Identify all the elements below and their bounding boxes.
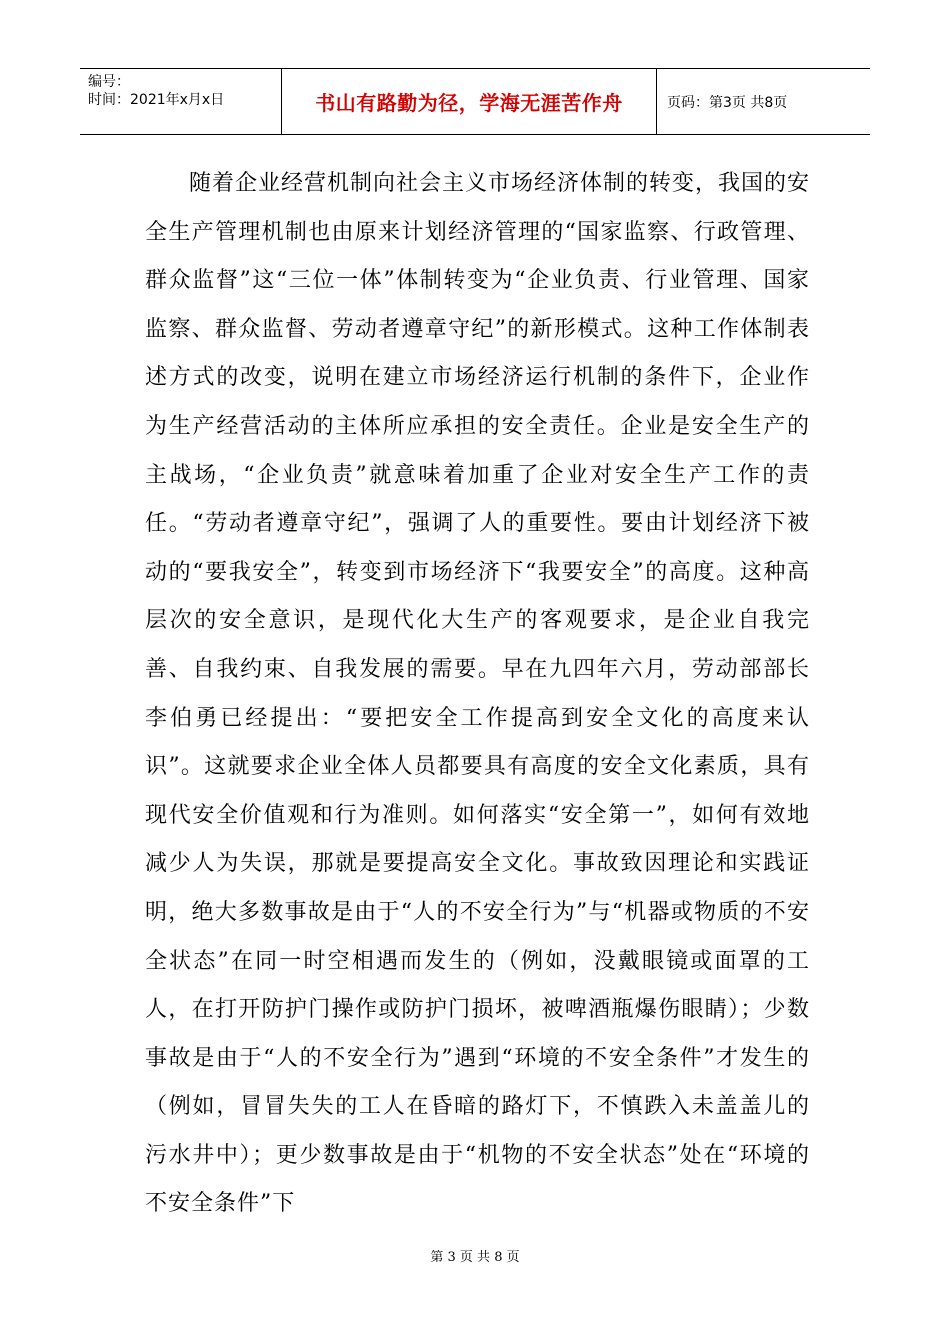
header-meta bbox=[80, 69, 282, 134]
header-page-number: 页码：第3页 共8页 bbox=[667, 94, 788, 111]
document-body bbox=[145, 160, 810, 1229]
document-number-label: 编号： bbox=[88, 74, 130, 90]
header-motto: 书山有路勤为径，学海无涯苦作舟 bbox=[315, 91, 623, 115]
body-paragraph: 随着企业经营机制向社会主义市场经济体制的转变，我国的安全生产管理机制也由原来计划经济管理的“国家监察、行政管理、群众监督”这“三位一体”体制转变为“企业负责、行业管理、国家监察、群众监督、劳动者遵章守纪”的新形模式。这种工作体制表述方式的改变，说明在建立市场经济运行机制的条件下，企业作为生产经营活动的主体所应承担的安全责任。企业是安全生产的主战场，“企业负责”就意味着加重了企业对安全生产工作的责任。“劳动者遵章守纪”，强调了人的重要性。要由计划经济下被动的“要我安全”，转变到市场经济下“我要安全”的高度。这种高层次的安全意识，是现代化大生产的客观要求，是企业自我完善、自我约束、自我发展的需要。早在九四年六月，劳动部部长李伯勇已经提出：“要把安全工作提高到安全文化的高度来认识”。这就要求企业全体人员都要具有高度的安全文化素质，具有现代安全价值观和行为准则。如何落实“安全第一”，如何有效地减少人为失误，那就是要提高安全文化。事故致因理论和实践证明，绝大多数事故是由于“人的不安全行为”与“机器或物质的不安全状态”在同一时空相遇而发生的（例如，没戴眼镜或面罩的工人，在打开防护门操作或防护门损坏，被啤酒瓶爆伤眼睛）；少数事故是由于“人的不安全行为”遇到“环境的不安全条件”才发生的（例如，冒冒失失的工人在昏暗的路灯下，不慎跌入未盖盖儿的污水井中）；更少数事故是由于“机物的不安全状态”处在“环境的不安全条件”下 bbox=[145, 171, 811, 1217]
page-footer bbox=[0, 1246, 950, 1265]
footer-page-number: 第 3 页 共 8 页 bbox=[430, 1250, 520, 1265]
page-header bbox=[80, 68, 870, 135]
document-date-label: 时间：2021年x月x日 bbox=[88, 92, 225, 108]
header-motto-cell bbox=[282, 69, 657, 134]
header-page-cell bbox=[657, 69, 870, 134]
